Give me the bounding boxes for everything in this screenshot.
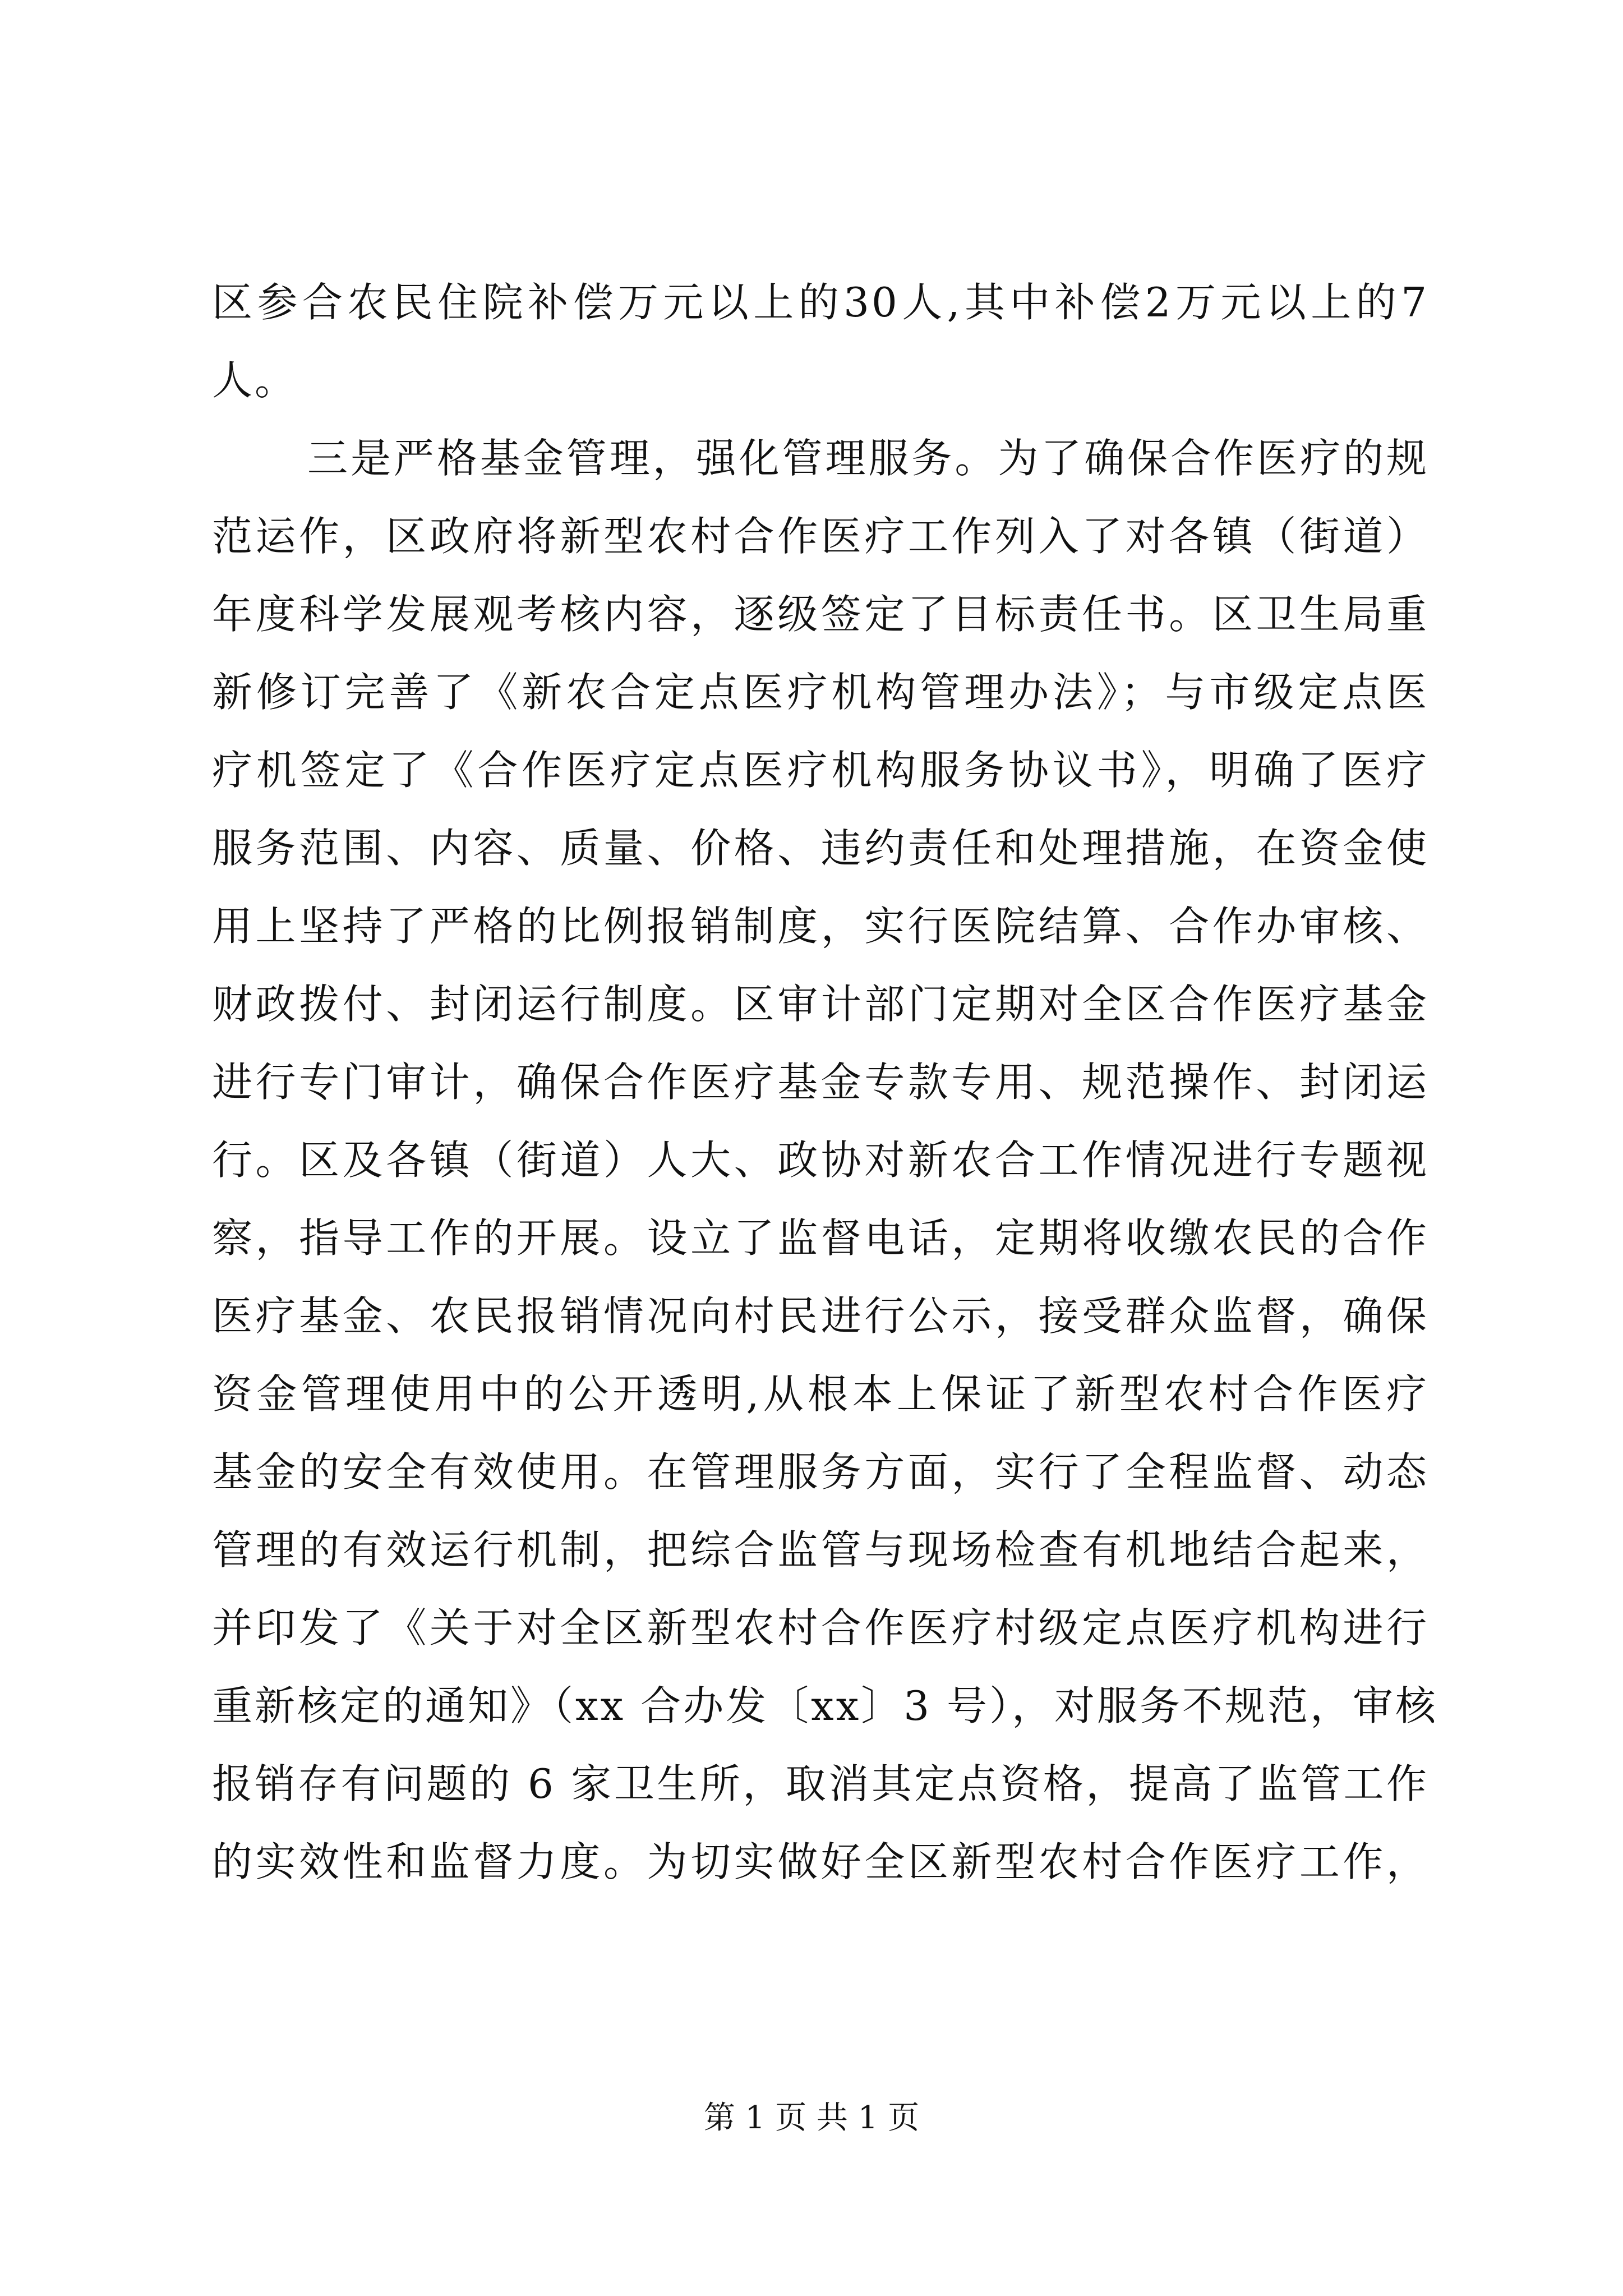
- text-line: 服务范围、内容、质量、价格、违约责任和处理措施，在资金使: [212, 825, 1429, 872]
- text-line: 新修订完善了《新农合定点医疗机构管理办法》；与市级定点医: [212, 669, 1429, 716]
- text-line: 用上坚持了严格的比例报销制度，实行医院结算、合作办审核、: [212, 903, 1429, 950]
- text-line: 行。区及各镇（街道）人大、政协对新农合工作情况进行专题视: [212, 1137, 1429, 1184]
- text-line: 并印发了《关于对全区新型农村合作医疗村级定点医疗机构进行: [212, 1604, 1429, 1651]
- text-line: 区参合农民住院补偿万元以上的30人,其中补偿2万元以上的7: [212, 279, 1429, 326]
- text-line: 的实效性和监督力度。为切实做好全区新型农村合作医疗工作，: [212, 1838, 1429, 1885]
- text-line: 人。: [212, 357, 298, 404]
- text-line: 医疗基金、农民报销情况向村民进行公示，接受群众监督，确保: [212, 1292, 1429, 1340]
- text-line: 财政拨付、封闭运行制度。区审计部门定期对全区合作医疗基金: [212, 981, 1429, 1028]
- page-footer: [0, 2096, 1623, 2141]
- page-number: 第 1 页 共 1 页: [703, 2100, 920, 2136]
- text-line: 进行专门审计，确保合作医疗基金专款专用、规范操作、封闭运: [212, 1059, 1429, 1106]
- text-line: 年度科学发展观考核内容，逐级签定了目标责任书。区卫生局重: [212, 591, 1429, 638]
- text-line: 范运作，区政府将新型农村合作医疗工作列入了对各镇（街道）: [212, 513, 1429, 560]
- paragraph-first-line: 三是严格基金管理，强化管理服务。为了确保合作医疗的规: [307, 435, 1429, 482]
- text-line: 报销存有问题的 6 家卫生所，取消其定点资格，提高了监管工作: [212, 1760, 1429, 1807]
- text-line: 基金的安全有效使用。在管理服务方面，实行了全程监督、动态: [212, 1448, 1429, 1496]
- text-line: 资金管理使用中的公开透明,从根本上保证了新型农村合作医疗: [212, 1370, 1429, 1418]
- text-line: 重新核定的通知》（xx 合办发〔xx〕3 号），对服务不规范，审核: [212, 1682, 1438, 1729]
- body-text: [212, 264, 1438, 1901]
- text-line: 疗机签定了《合作医疗定点医疗机构服务协议书》，明确了医疗: [212, 747, 1429, 794]
- text-line: 察，指导工作的开展。设立了监督电话，定期将收缴农民的合作: [212, 1214, 1429, 1262]
- text-line: 管理的有效运行机制，把综合监管与现场检查有机地结合起来，: [212, 1526, 1429, 1573]
